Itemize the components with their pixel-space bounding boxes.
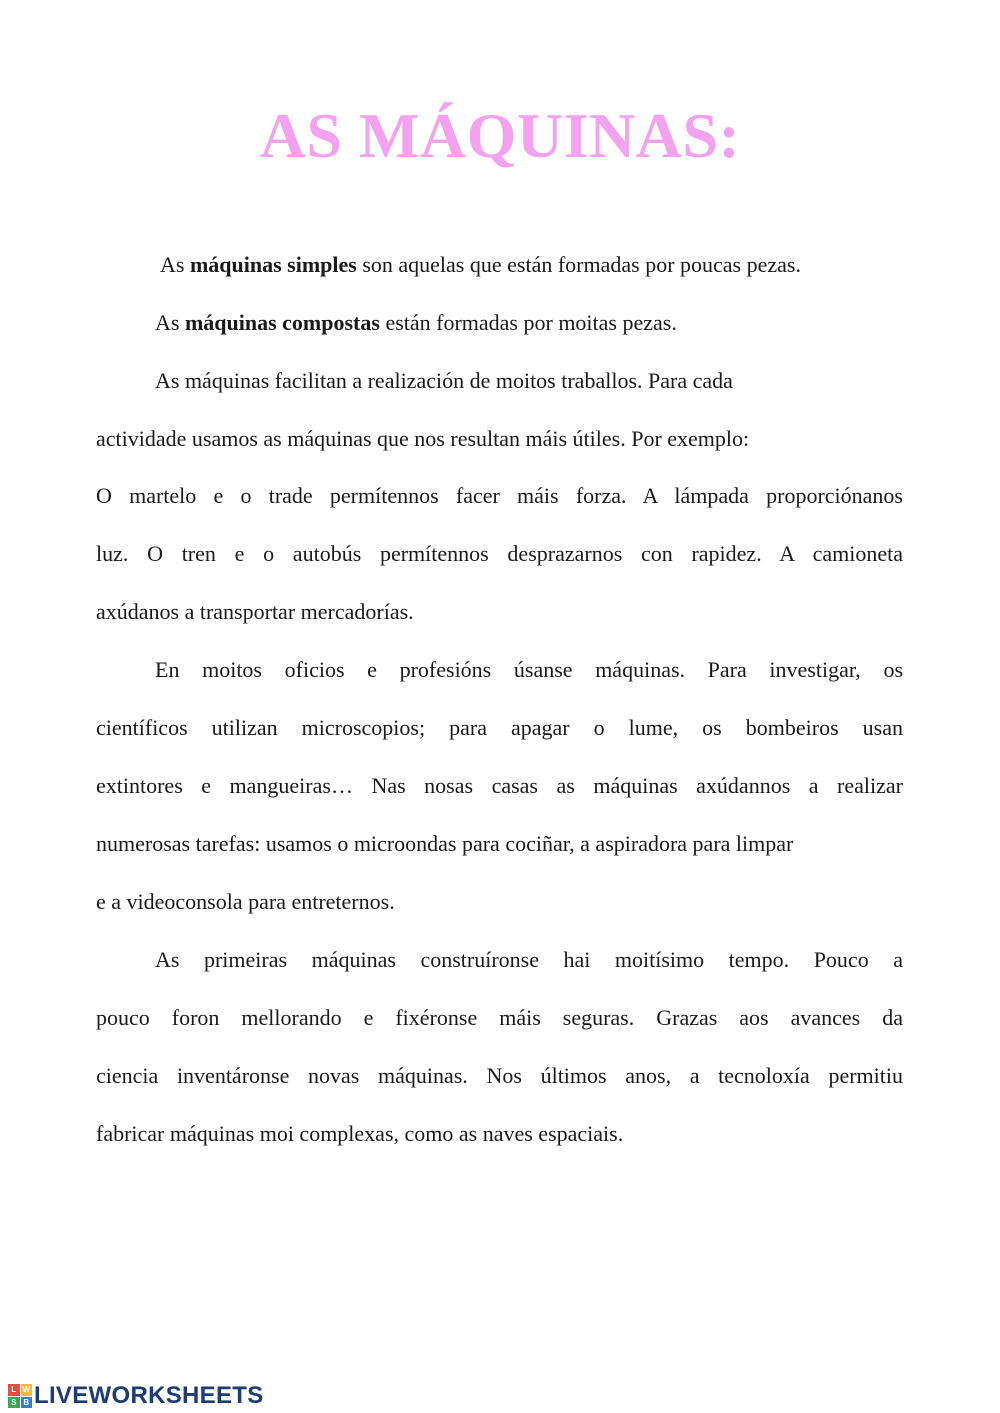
paragraph-line: As primeiras máquinas construíronse hai moitísimo tempo. Pouco a [155, 947, 903, 972]
paragraph-line: O martelo e o trade permítennos facer máis forza. A lámpada proporciónanos [96, 483, 903, 508]
page-title: AS MÁQUINAS: [259, 100, 741, 171]
paragraph-line: En moitos oficios e profesións úsanse máquinas. Para investigar, os [155, 657, 903, 682]
paragraph-compound-machines [155, 308, 677, 338]
paragraph-simple-machines [160, 250, 801, 280]
liveworksheets-logo-icon [8, 1384, 32, 1408]
paragraph-line: axúdanos a transportar mercadorías. [96, 599, 414, 624]
text-fragment: As [160, 252, 190, 277]
paragraph-line: luz. O tren e o autobús permítennos desprazarnos con rapidez. A camioneta [96, 541, 903, 566]
liveworksheets-footer [8, 1380, 264, 1412]
paragraph-line: fabricar máquinas moi complexas, como as naves espaciais. [96, 1121, 624, 1146]
text-fragment: As [155, 310, 185, 335]
brand-name: LIVEWORKSHEETS [34, 1382, 264, 1409]
paragraph-line: numerosas tarefas: usamos o microondas para cociñar, a aspiradora para limpar [96, 831, 794, 856]
logo-letter: L [8, 1384, 20, 1396]
bold-term-simple-machines: máquinas simples [189, 252, 357, 277]
text-fragment: están formadas por moitas pezas. [379, 310, 677, 335]
paragraph-line: científicos utilizan microscopios; para apagar o lume, os bombeiros usan [96, 715, 903, 740]
paragraph-line: As máquinas facilitan a realización de moitos traballos. Para cada [155, 368, 733, 393]
paragraph-line: actividade usamos as máquinas que nos resultan máis útiles. Por exemplo: [96, 426, 750, 451]
logo-letter: W [22, 1385, 31, 1394]
text-fragment: son aquelas que están formadas por poucas pezas. [356, 252, 801, 277]
paragraph-line: ciencia inventáronse novas máquinas. Nos últimos anos, a tecnoloxía permitiu [96, 1063, 903, 1088]
logo-letter: S [8, 1397, 20, 1409]
paragraph-line: extintores e mangueiras… Nas nosas casas as máquinas axúdannos a realizar [96, 773, 903, 798]
bold-term-compound-machines: máquinas compostas [184, 310, 380, 335]
paragraph-line: e a videoconsola para entreternos. [96, 889, 395, 914]
paragraph-line: pouco foron mellorando e fixéronse máis seguras. Grazas aos avances da [96, 1005, 903, 1030]
logo-letter: B [21, 1397, 33, 1409]
